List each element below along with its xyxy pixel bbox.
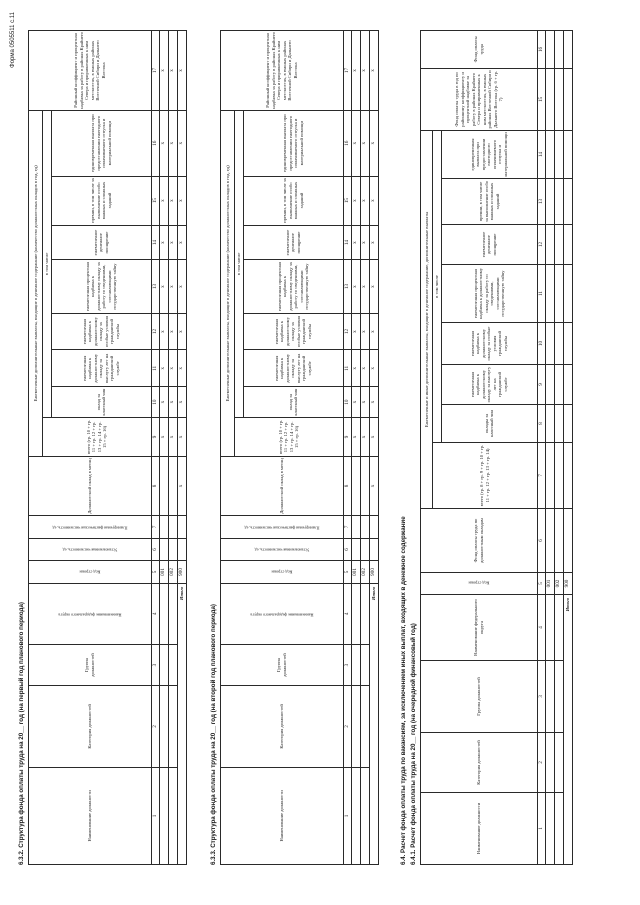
section-title-main: 6.4. Расчет фонда оплаты труда по вакансиям, за исключением иных выплат, входящих в денежное содержание <box>400 516 407 865</box>
cell[interactable] <box>545 443 554 509</box>
header-category: Категория должностей <box>221 685 344 767</box>
cell-category[interactable] <box>554 733 563 793</box>
header-special-conditions: ежемесячная надбавка к должностному окладу за особые условия гражданской службы <box>243 313 343 350</box>
column-number: 1 <box>151 767 159 864</box>
cell-mark: x <box>177 225 186 260</box>
cell-mark: x <box>351 260 360 313</box>
cell-mark: x <box>159 387 168 418</box>
column-number: 10 <box>151 387 159 418</box>
header-monthly: ежемесячная надбавка к должностному окладу за выслугу лет на гражданской службе <box>243 350 343 387</box>
header-including: в том числе <box>43 110 52 417</box>
cell[interactable] <box>563 443 572 509</box>
header-regional-fund: Фонд оплаты труда в год по районному коэффициенту и процентной надбавке за работу в районах Крайнего Севера и приравненных к ним местностях, в южных районах Восточной Сибири и Дальнего Востока (гр. 6 + гр. 7) <box>421 68 538 130</box>
cell-mark: x <box>159 417 168 456</box>
cell-code: 001 <box>545 573 554 595</box>
header-premium: премии, в том числе за выполнение особо важных и сложных заданий <box>243 176 343 225</box>
cell-group[interactable] <box>159 645 168 686</box>
cell-mark: x <box>351 31 360 111</box>
header-extra-group: Ежемесячные и иные дополнительные выплаты, входящие в денежное содержание, дополнительные выплаты <box>421 130 433 508</box>
cell[interactable] <box>554 179 563 225</box>
cell-mark: x <box>360 176 369 225</box>
cell[interactable] <box>563 225 572 265</box>
column-number: 1 <box>343 767 351 864</box>
header-special-conditions: ежемесячная надбавка к должностному окладу за особые условия гражданской службы <box>51 313 151 350</box>
cell-mark: x <box>369 225 378 260</box>
cell-mark: x <box>168 313 177 350</box>
column-number: 13 <box>151 260 159 313</box>
column-number: 7 <box>151 516 159 539</box>
cell-mark: x <box>177 313 186 350</box>
cell[interactable] <box>554 365 563 405</box>
column-number: 13 <box>537 179 545 225</box>
cell-group[interactable] <box>351 645 360 686</box>
column-number: 8 <box>151 456 159 515</box>
cell-mark: x <box>177 350 186 387</box>
cell[interactable] <box>351 516 360 539</box>
cell-mark: x <box>351 110 360 176</box>
total-label: Итого <box>369 583 378 864</box>
cell-group[interactable] <box>168 645 177 686</box>
cell-category[interactable] <box>351 685 360 767</box>
cell-position[interactable] <box>360 767 369 864</box>
cell-category[interactable] <box>159 685 168 767</box>
cell-mark: x <box>369 260 378 313</box>
cell-position[interactable] <box>554 793 563 865</box>
header-salary: Должностной оклад в месяц <box>29 456 152 515</box>
cell[interactable] <box>545 405 554 443</box>
total-code: 900 <box>563 573 572 595</box>
cell-code: 002 <box>168 561 177 584</box>
cell[interactable] <box>554 68 563 130</box>
section-6-3-3 <box>210 30 379 865</box>
cell-mark: x <box>159 313 168 350</box>
cell-mark: x <box>168 350 177 387</box>
cell[interactable] <box>563 179 572 225</box>
header-premium: премии, в том числе за выполнение особо важных и сложных заданий <box>51 176 151 225</box>
header-group: Группа должностей <box>221 645 344 686</box>
cell-structure[interactable] <box>168 583 177 644</box>
cell[interactable] <box>168 516 177 539</box>
header-established-count: Установленная численность, ед <box>29 538 152 561</box>
cell-position[interactable] <box>168 767 177 864</box>
cell-structure[interactable] <box>545 595 554 661</box>
column-number: 2 <box>151 685 159 767</box>
cell[interactable] <box>168 538 177 561</box>
column-number: 4 <box>343 583 351 644</box>
cell[interactable] <box>360 456 369 515</box>
cell[interactable] <box>563 265 572 323</box>
cell-mark: x <box>360 313 369 350</box>
header-total: всего (гр. 10 + гр. 11 + гр. 12 + гр. 13 + гр. 14 + гр. 15 + гр. 16) <box>235 417 344 456</box>
header-category: Категория должностей <box>421 733 538 793</box>
cell-group[interactable] <box>545 661 554 733</box>
cell-category[interactable] <box>545 733 554 793</box>
cell[interactable] <box>360 538 369 561</box>
column-number: 4 <box>537 595 545 661</box>
cell-mark: x <box>369 176 378 225</box>
column-number: 12 <box>537 225 545 265</box>
cell-mark: x <box>177 456 186 515</box>
cell-mark: x <box>351 417 360 456</box>
column-number: 9 <box>343 417 351 456</box>
cell-mark: x <box>369 417 378 456</box>
cell[interactable] <box>554 265 563 323</box>
column-number: 11 <box>537 265 545 323</box>
header-position-name: Наименование должности <box>421 793 538 865</box>
cell[interactable] <box>360 516 369 539</box>
column-number: 12 <box>343 313 351 350</box>
total-code: 900 <box>369 561 378 584</box>
column-number: 9 <box>151 417 159 456</box>
column-number: 10 <box>537 323 545 365</box>
header-category: Категория должностей <box>29 685 152 767</box>
header-rank-salary: оклады за классный чин <box>441 405 537 443</box>
cell-mark: x <box>159 176 168 225</box>
cell[interactable] <box>545 365 554 405</box>
header-bonus: ежемесячное денежное поощрение <box>51 225 151 260</box>
cell[interactable] <box>159 456 168 515</box>
header-one-time: единовременная выплата при предоставлении ежегодного оплачиваемого отпуска и материальной помощи <box>243 110 343 176</box>
header-extra-group: Ежемесячные дополнительные выплаты, входящие в денежное содержание (количество должностных окладов в год, ед) <box>29 110 43 456</box>
cell-group[interactable] <box>554 661 563 733</box>
cell[interactable] <box>168 456 177 515</box>
column-number: 5 <box>151 561 159 584</box>
cell-mark: x <box>177 31 186 111</box>
header-monthly: ежемесячная надбавка к должностному окладу за выслугу лет на гражданской службе <box>51 350 151 387</box>
header-row-code: Код строки <box>421 573 538 595</box>
header-premium: премии, в том числе за выполнение особо важных и сложных заданий <box>441 179 537 225</box>
column-number: 15 <box>343 176 351 225</box>
table-row <box>360 31 369 865</box>
header-secrecy: ежемесячная процентная надбавка к должностному окладу за работу со сведениями, составляющими государственную тайну <box>51 260 151 313</box>
cell-mark: x <box>351 176 360 225</box>
total-row <box>177 31 186 865</box>
header-one-time: единовременная выплата при предоставлении ежегодного оплачиваемого отпуска и материальной помощи <box>51 110 151 176</box>
fund-structure-table-2 <box>220 30 379 865</box>
cell-code: 001 <box>159 561 168 584</box>
column-number: 11 <box>151 350 159 387</box>
column-number: 17 <box>151 31 159 111</box>
cell[interactable] <box>545 130 554 178</box>
header-structure-name: Наименование федерального округа <box>221 583 344 644</box>
column-number: 6 <box>151 538 159 561</box>
cell-mark: x <box>360 225 369 260</box>
header-total: всего (гр. 10 + гр. 11 + гр. 12 + гр. 13 + гр. 14 + гр. 15 + гр. 16) <box>43 417 152 456</box>
column-number: 7 <box>537 443 545 509</box>
cell-mark: x <box>168 110 177 176</box>
cell[interactable] <box>177 516 186 539</box>
cell[interactable] <box>563 30 572 68</box>
cell-structure[interactable] <box>554 595 563 661</box>
column-number: 12 <box>151 313 159 350</box>
header-salary: Должностной оклад в месяц <box>221 456 344 515</box>
cell-mark: x <box>369 456 378 515</box>
column-number: 5 <box>343 561 351 584</box>
cell-mark: x <box>369 350 378 387</box>
cell-mark: x <box>159 31 168 111</box>
header-including: в том числе <box>433 130 442 442</box>
column-number: 2 <box>343 685 351 767</box>
header-special-conditions: ежемесячная надбавка к должностному окладу за особые условия гражданской службы <box>441 323 537 365</box>
cell[interactable] <box>563 68 572 130</box>
header-extra-group: Ежемесячные дополнительные выплаты, входящие в денежное содержание (количество должностных окладов в год, ед) <box>221 110 235 456</box>
cell[interactable] <box>369 538 378 561</box>
cell-structure[interactable] <box>360 583 369 644</box>
cell[interactable] <box>554 405 563 443</box>
cell-code: 002 <box>554 573 563 595</box>
column-number: 15 <box>537 68 545 130</box>
table-row <box>159 31 168 865</box>
header-established-count: Установленная численность, ед <box>221 538 344 561</box>
column-number: 16 <box>343 110 351 176</box>
cell-position[interactable] <box>351 767 360 864</box>
header-fund-total: Фонд оплаты труда <box>421 30 538 68</box>
column-number: 16 <box>151 110 159 176</box>
table-row <box>545 30 554 864</box>
header-row-code: Код строки <box>221 561 344 584</box>
cell-mark: x <box>177 110 186 176</box>
cell[interactable] <box>545 323 554 365</box>
column-number: 17 <box>343 31 351 111</box>
column-number: 11 <box>343 350 351 387</box>
cell-category[interactable] <box>360 685 369 767</box>
cell[interactable] <box>554 443 563 509</box>
cell-mark: x <box>360 417 369 456</box>
section-6-4 <box>400 30 573 865</box>
column-number: 2 <box>537 733 545 793</box>
header-group: Группа должностей <box>421 661 538 733</box>
cell[interactable] <box>554 30 563 68</box>
header-regional: Районный коэффициент и процентная надбавка за работу в районах Крайнего Севера и приравненных к ним местностях, в южных районах Восточной Сибири и Дальнего Востока <box>221 31 344 111</box>
column-number: 7 <box>343 516 351 539</box>
header-structure-name: Наименование федерального округа <box>421 595 538 661</box>
cell-structure[interactable] <box>351 583 360 644</box>
cell[interactable] <box>545 225 554 265</box>
header-group: Группа должностей <box>29 645 152 686</box>
header-salary-fund: Фонд оплаты труда по должностным окладам <box>421 509 538 573</box>
header-structure-name: Наименование федерального округа <box>29 583 152 644</box>
cell[interactable] <box>563 509 572 573</box>
header-position-name: Наименование должности <box>29 767 152 864</box>
cell[interactable] <box>545 68 554 130</box>
header-rank-salary: оклад за классный чин <box>51 387 151 418</box>
cell-mark: x <box>360 350 369 387</box>
total-code: 900 <box>177 561 186 584</box>
header-one-time: единовременная выплата при предоставлении ежегодного оплачиваемого отпуска и материальной помощи <box>441 130 537 178</box>
table-row <box>168 31 177 865</box>
header-regional: Районный коэффициент и процентная надбавка за работу в районах Крайнего Севера и приравненных к ним местностях, в южных районах Восточной Сибири и Дальнего Востока <box>29 31 152 111</box>
cell-mark: x <box>177 260 186 313</box>
total-label: Итого <box>563 595 572 865</box>
header-secrecy: ежемесячная процентная надбавка к должностному окладу за работу со сведениями, составляющими государственную тайну <box>441 265 537 323</box>
vacancy-fund-table <box>420 30 573 865</box>
section-title: 6.3.3. Структура фонда оплаты труда на 20__ год (на второй год планового периода) <box>210 604 217 865</box>
column-number: 14 <box>537 130 545 178</box>
cell[interactable] <box>159 516 168 539</box>
cell[interactable] <box>563 365 572 405</box>
fund-structure-table-1 <box>28 30 187 865</box>
column-number: 8 <box>537 405 545 443</box>
cell[interactable] <box>351 538 360 561</box>
column-number: 13 <box>343 260 351 313</box>
total-row <box>563 30 572 864</box>
header-total: всего (гр. 8 + гр. 9 + гр. 10 + гр. 11 + гр. 12 + гр. 13 + гр. 14) <box>433 443 538 509</box>
column-numbers-row <box>151 31 159 865</box>
header-row-code: Код строки <box>29 561 152 584</box>
header-actual-count: Планируемая фактическая численность, ед <box>29 516 152 539</box>
column-numbers-row <box>343 31 351 865</box>
column-number: 16 <box>537 30 545 68</box>
column-number: 3 <box>537 661 545 733</box>
cell-mark: x <box>168 31 177 111</box>
cell[interactable] <box>545 30 554 68</box>
cell-mark: x <box>168 176 177 225</box>
cell[interactable] <box>351 456 360 515</box>
header-bonus: ежемесячное денежное поощрение <box>243 225 343 260</box>
column-number: 10 <box>343 387 351 418</box>
cell-mark: x <box>168 417 177 456</box>
cell-category[interactable] <box>168 685 177 767</box>
table-row <box>554 30 563 864</box>
header-actual-count: Планируемая фактическая численность, ед <box>221 516 344 539</box>
cell-structure[interactable] <box>159 583 168 644</box>
column-number: 6 <box>537 509 545 573</box>
cell-mark: x <box>369 31 378 111</box>
cell-mark: x <box>177 176 186 225</box>
cell[interactable] <box>563 130 572 178</box>
cell-mark: x <box>351 313 360 350</box>
cell-mark: x <box>369 387 378 418</box>
cell-mark: x <box>360 260 369 313</box>
cell-mark: x <box>168 225 177 260</box>
column-number: 14 <box>151 225 159 260</box>
cell-mark: x <box>159 225 168 260</box>
header-including: в том числе <box>235 110 244 417</box>
column-number: 3 <box>151 645 159 686</box>
column-number: 14 <box>343 225 351 260</box>
cell[interactable] <box>369 516 378 539</box>
cell-mark: x <box>360 387 369 418</box>
cell-mark: x <box>360 110 369 176</box>
section-title-sub: 6.4.1. Расчет фонда оплаты труда на 20__ год (на очередной финансовый год) <box>410 623 417 865</box>
cell[interactable] <box>554 323 563 365</box>
cell-code: 002 <box>360 561 369 584</box>
header-rank-salary: оклад за классный чин <box>243 387 343 418</box>
section-title: 6.3.2. Структура фонда оплаты труда на 20__ год (на первый год планового периода) <box>18 602 25 865</box>
cell-mark: x <box>360 31 369 111</box>
column-number: 5 <box>537 573 545 595</box>
cell[interactable] <box>554 225 563 265</box>
total-row <box>369 31 378 865</box>
column-number: 8 <box>343 456 351 515</box>
section-6-3-2 <box>18 30 187 865</box>
column-numbers-row <box>537 30 545 864</box>
cell-mark: x <box>351 350 360 387</box>
column-number: 9 <box>537 365 545 405</box>
cell[interactable] <box>159 538 168 561</box>
header-secrecy: ежемесячная процентная надбавка к должностному окладу за работу со сведениями, составляющими государственную тайну <box>243 260 343 313</box>
cell-mark: x <box>159 260 168 313</box>
cell-mark: x <box>159 110 168 176</box>
cell-mark: x <box>168 260 177 313</box>
form-number: Форма 0505511 с.11 <box>10 12 16 68</box>
cell-mark: x <box>177 387 186 418</box>
cell[interactable] <box>545 509 554 573</box>
cell-code: 001 <box>351 561 360 584</box>
cell[interactable] <box>554 509 563 573</box>
cell-mark: x <box>177 417 186 456</box>
total-label: Итого <box>177 583 186 864</box>
column-number: 15 <box>151 176 159 225</box>
column-number: 1 <box>537 793 545 865</box>
cell[interactable] <box>563 405 572 443</box>
cell[interactable] <box>545 265 554 323</box>
cell[interactable] <box>563 323 572 365</box>
cell-position[interactable] <box>159 767 168 864</box>
cell-mark: x <box>351 387 360 418</box>
cell[interactable] <box>177 538 186 561</box>
cell-mark: x <box>168 387 177 418</box>
cell-group[interactable] <box>360 645 369 686</box>
cell-position[interactable] <box>545 793 554 865</box>
column-number: 3 <box>343 645 351 686</box>
header-monthly: ежемесячная надбавка к должностному окладу за выслугу лет на гражданской службе <box>441 365 537 405</box>
header-position-name: Наименование должности <box>221 767 344 864</box>
table-row <box>351 31 360 865</box>
cell-mark: x <box>351 225 360 260</box>
cell-mark: x <box>369 110 378 176</box>
cell[interactable] <box>545 179 554 225</box>
cell-mark: x <box>369 313 378 350</box>
column-number: 4 <box>151 583 159 644</box>
column-number: 6 <box>343 538 351 561</box>
cell[interactable] <box>554 130 563 178</box>
header-bonus: ежемесячное денежное поощрение <box>441 225 537 265</box>
cell-mark: x <box>159 350 168 387</box>
